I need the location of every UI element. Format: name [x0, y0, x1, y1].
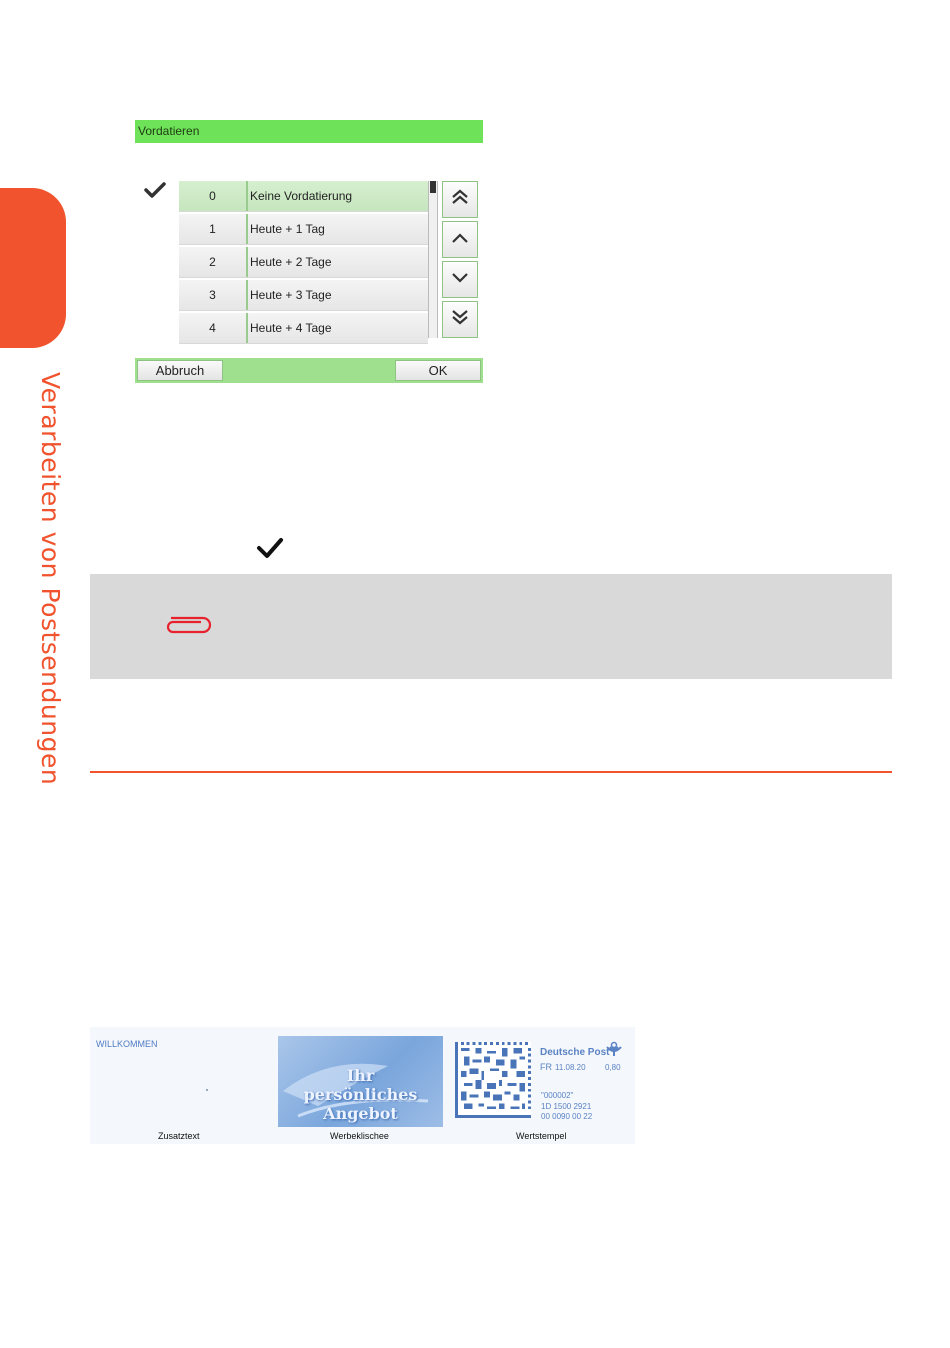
caption-text-area: Zusatztext [158, 1131, 200, 1141]
scrollbar-thumb[interactable] [430, 181, 436, 193]
ok-button[interactable]: OK [395, 360, 481, 381]
list-item-label: Keine Vordatierung [250, 189, 353, 203]
list-item-label: Heute + 1 Tag [250, 222, 325, 236]
chevron-down-icon [451, 271, 469, 289]
stamp-country: FR [540, 1062, 552, 1072]
stamp-value: 0,80 [605, 1063, 621, 1072]
double-chevron-up-icon [451, 189, 469, 210]
caption-stamp-area: Wertstempel [516, 1131, 567, 1141]
list-item-label: Heute + 3 Tage [250, 288, 332, 302]
list-item[interactable] [179, 280, 428, 311]
ad-line: persönliches [303, 1085, 418, 1104]
list-item-number: 1 [179, 214, 248, 244]
ad-text [278, 1066, 443, 1123]
datamatrix-code [454, 1042, 532, 1118]
list-item[interactable] [179, 313, 428, 344]
stamp-code-line: 1D 1500 2921 [541, 1102, 592, 1111]
list-item[interactable] [179, 247, 428, 278]
list-scrollbar[interactable] [428, 181, 438, 338]
page-down-button[interactable] [442, 301, 478, 338]
check-icon [144, 182, 166, 203]
cancel-button[interactable]: Abbruch [137, 360, 223, 381]
screen-title-bar [135, 120, 483, 143]
device-screen [135, 120, 483, 383]
post-horn-icon [605, 1041, 623, 1062]
screen-title: Vordatieren [138, 124, 200, 138]
list-item[interactable] [179, 181, 428, 212]
list-item-number: 2 [179, 247, 248, 277]
chapter-title: Verarbeiten von Postsendungen [36, 372, 65, 786]
list-item[interactable] [179, 214, 428, 245]
paperclip-icon [163, 614, 213, 641]
list-item-number: 0 [179, 181, 248, 211]
predate-list [179, 181, 428, 346]
stamp-date: 11.08.20 [555, 1063, 586, 1072]
list-item-number: 4 [179, 313, 248, 343]
stamp-counter: "000002" [541, 1091, 574, 1100]
chapter-tab [0, 188, 66, 348]
double-chevron-down-icon [451, 309, 469, 330]
stamp-code-line: 00 0090 00 22 [541, 1112, 593, 1121]
check-icon [256, 537, 284, 564]
note-box [90, 574, 892, 679]
list-item-number: 3 [179, 280, 248, 310]
scroll-down-button[interactable] [442, 261, 478, 298]
ad-line: Angebot [323, 1104, 398, 1123]
page-up-button[interactable] [442, 181, 478, 218]
scroll-up-button[interactable] [442, 221, 478, 258]
caption-ad-area: Werbeklischee [330, 1131, 389, 1141]
advertising-slogan [278, 1036, 443, 1127]
list-item-label: Heute + 2 Tage [250, 255, 332, 269]
imprint-sample [90, 1027, 635, 1144]
text-area-dot [206, 1089, 208, 1091]
list-item-label: Heute + 4 Tage [250, 321, 332, 335]
section-divider [90, 771, 892, 773]
text-message: WILLKOMMEN [96, 1039, 158, 1049]
ad-line: Ihr [346, 1066, 375, 1085]
stamp-brand: Deutsche Post [540, 1047, 610, 1058]
chevron-up-icon [451, 231, 469, 249]
